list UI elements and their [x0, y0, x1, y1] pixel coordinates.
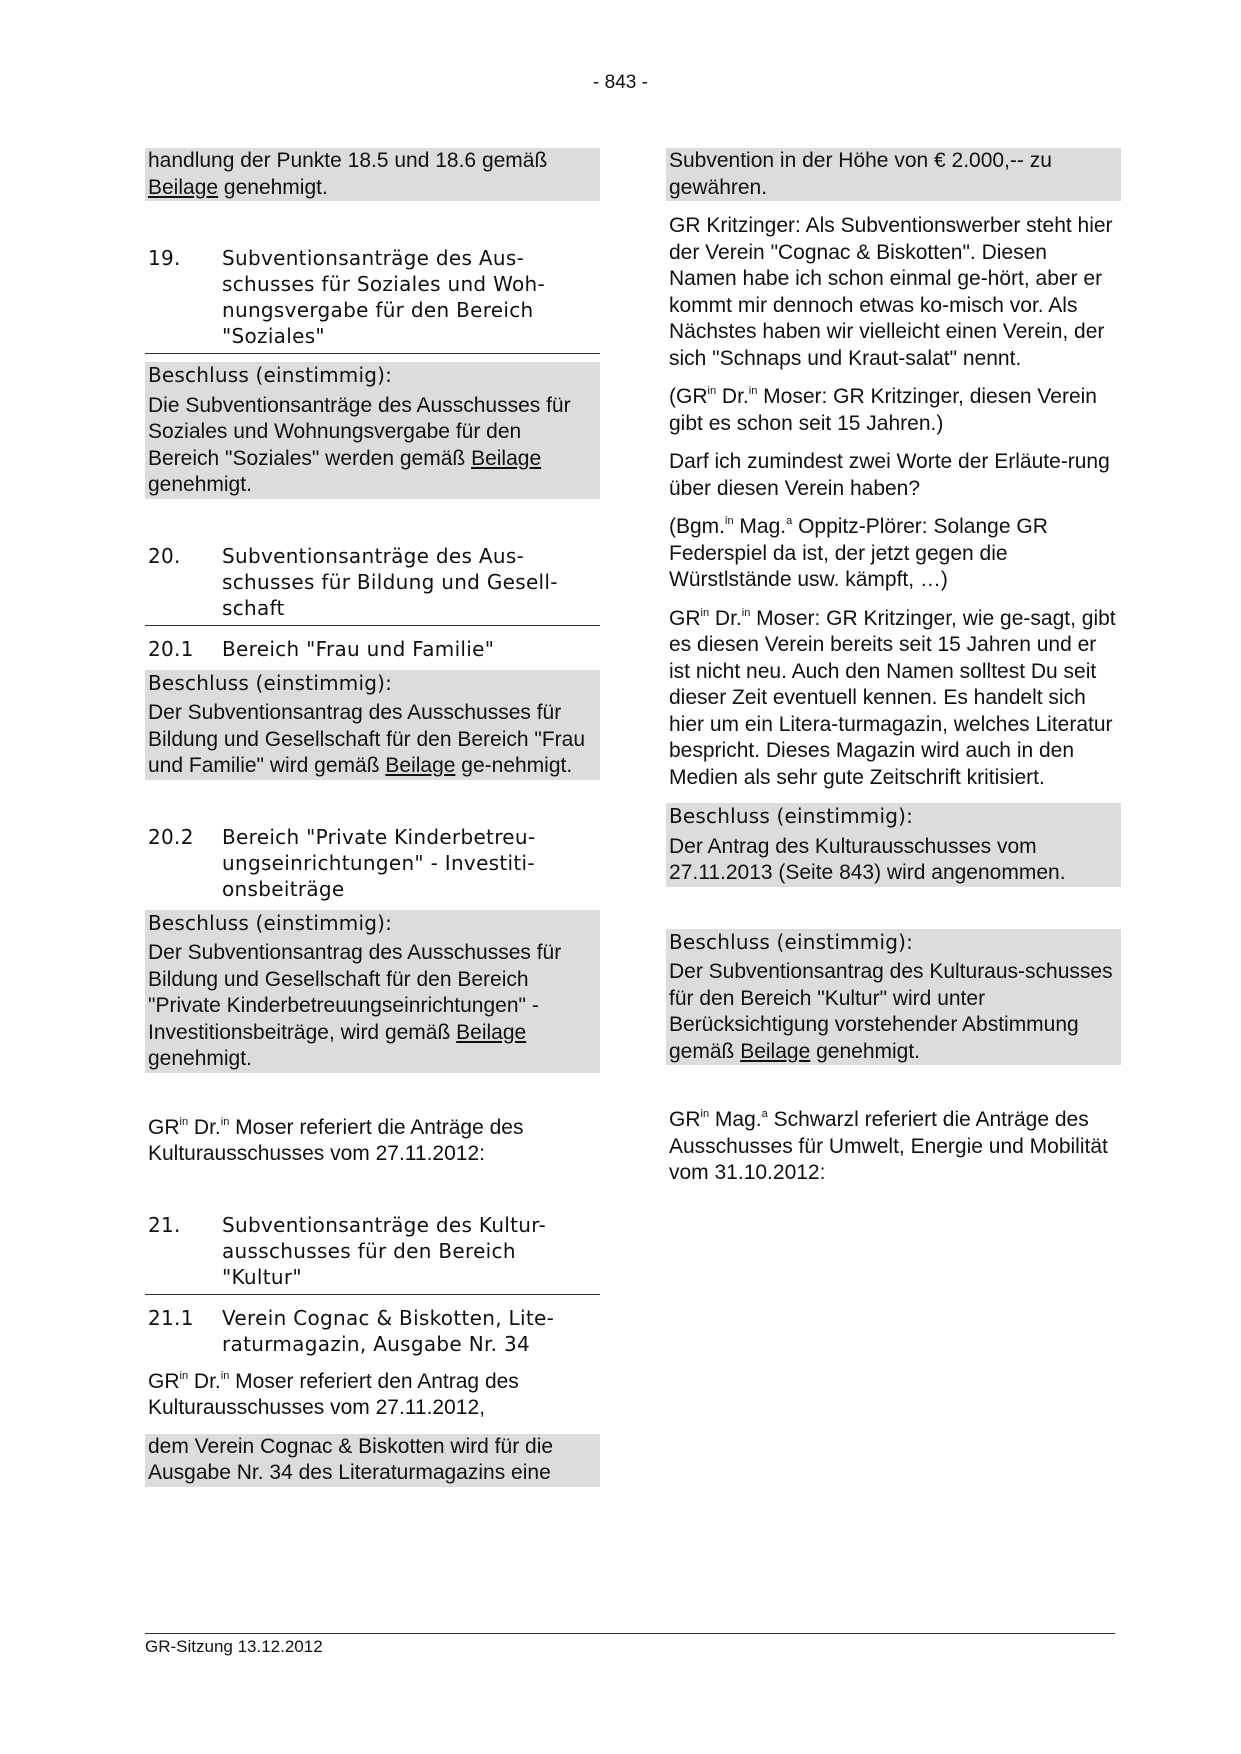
motion-text: Subvention in der Höhe von € 2.000,-- zu gewähren. [666, 148, 1121, 201]
speaker-paragraph [666, 213, 1121, 372]
resolution-text [145, 940, 600, 1073]
speaker-paragraph [145, 1115, 600, 1168]
text: GR [669, 1108, 701, 1131]
text: Dr. [714, 606, 742, 630]
motion-text: dem Verein Cognac & Biskotten wird für die Ausgabe Nr. 34 des Literaturmagazins eine [145, 1434, 600, 1487]
agenda-item-21-1 [145, 1303, 600, 1361]
item-number: 20.1 [148, 636, 194, 661]
superscript: in [179, 1369, 189, 1382]
resolution-label: Beschluss (einstimmig): [666, 803, 1121, 834]
text: Moser: GR Kritzinger, wie ge-sagt, gibt es diesen Verein bereits seit 15 Jahren und er ist nicht neu. Auch den Namen solltest Du seit dieser Zeit eventuell kennen. Es handelt sich hier um ein Litera-turmagazin, welches Literatur bespricht. Dieses Magazin wird auch in den Medien als sehr gute Zeitschrift kritisiert. [669, 606, 1116, 789]
resolution-label: Beschluss (einstimmig): [145, 670, 600, 701]
right-column [666, 148, 1121, 1199]
text: Der Subventionsantrag des Ausschusses für Bildung und Gesellschaft für den Bereich "Private Kinderbetreuungseinrichtungen" - Investitionsbeiträge, wird gemäß [148, 941, 562, 1044]
text: Moser referiert die Anträge des Kulturausschusses vom 27.11.2012: [148, 1115, 524, 1165]
text: (GR [669, 385, 708, 408]
resolution-text: Der Antrag des Kulturausschusses vom 27.11.2013 (Seite 843) wird angenommen. [666, 834, 1121, 887]
superscript: in [725, 515, 734, 527]
footer: GR-Sitzung 13.12.2012 [145, 1637, 323, 1656]
resolution-text [666, 959, 1121, 1065]
resolution-text [145, 700, 600, 780]
speaker-paragraph [145, 1369, 600, 1422]
resolution-label: Beschluss (einstimmig): [145, 362, 600, 393]
item-number: 20. [148, 543, 181, 568]
beilage-link: Beilage [148, 175, 219, 199]
text: GR Kritzinger: [669, 214, 801, 237]
text: genehmigt. [148, 1047, 252, 1070]
superscript: in [179, 1115, 189, 1128]
text: Moser referiert den Antrag des Kulturausschusses vom 27.11.2012, [148, 1369, 519, 1419]
item-title: Bereich "Frau und Familie" [222, 636, 495, 661]
superscript: in [707, 385, 717, 397]
left-column [145, 148, 600, 1499]
agenda-item-21 [145, 1210, 600, 1295]
item-title: Subventionsanträge des Aus-schusses für Soziales und Woh-nungsvergabe für den Bereich "Soziales" [222, 246, 546, 348]
item-number: 19. [148, 246, 181, 270]
speaker-paragraph: Darf ich zumindest zwei Worte der Erläute-rung über diesen Verein haben? [669, 450, 1110, 500]
item-number: 20.2 [148, 824, 194, 849]
text: genehmigt. [148, 473, 252, 496]
beilage-link: Beilage [471, 446, 542, 470]
agenda-item-20 [145, 541, 600, 626]
resolution-label: Beschluss (einstimmig): [145, 910, 600, 941]
superscript: a [786, 515, 793, 527]
footer-divider [145, 1633, 1115, 1634]
item-title: Verein Cognac & Biskotten, Lite-raturmagazin, Ausgabe Nr. 34 [222, 1305, 555, 1356]
interjection [666, 514, 1121, 594]
text: Dr. [193, 1369, 221, 1393]
item-title: Subventionsanträge des Kultur-ausschusses für den Bereich "Kultur" [222, 1212, 547, 1289]
agenda-item-19 [145, 243, 600, 354]
item-number: 21.1 [148, 1305, 194, 1330]
beilage-link: Beilage [740, 1039, 811, 1063]
text: GR [148, 1369, 180, 1393]
item-number: 21. [148, 1212, 181, 1237]
text: GR [669, 606, 701, 630]
agenda-item-20-1 [145, 634, 600, 666]
resolution-text [145, 393, 600, 499]
text: Der Subventionsantrag des Kulturaus-schusses für den Bereich "Kultur" wird unter Berücksichtigung vorstehender Abstimmung gemäß [669, 960, 1113, 1063]
text: Mag. [739, 515, 787, 538]
speaker-paragraph [666, 606, 1121, 792]
superscript: in [748, 385, 758, 397]
resolution-label: Beschluss (einstimmig): [666, 929, 1121, 960]
text: Schwarzl referiert die Anträge des Ausschusses für Umwelt, Energie und Mobilität vom 31.10.2012: [669, 1108, 1108, 1184]
text: handlung der Punkte 18.5 und 18.6 gemäß [148, 149, 548, 172]
text: Dr. [193, 1115, 221, 1139]
superscript: a [761, 1108, 768, 1120]
text: genehmigt. [223, 175, 328, 199]
text: Mag. [714, 1108, 762, 1131]
superscript: in [700, 606, 710, 619]
interjection [666, 384, 1121, 437]
text: Der Subventionsantrag des Ausschusses für Bildung und Gesellschaft für den Bereich "Frau und Familie" wird gemäß [148, 701, 586, 777]
text: genehmigt. [816, 1039, 921, 1063]
page-number: - 843 - [593, 72, 648, 93]
text: GR [148, 1115, 180, 1139]
text: ge-nehmigt. [461, 754, 573, 777]
superscript: in [220, 1369, 230, 1382]
beilage-link: Beilage [456, 1020, 527, 1044]
text: (Bgm. [669, 515, 726, 538]
text: Oppitz-Plörer: Solange GR Federspiel da ist, der jetzt gegen die Würstlstände usw. kämpft, …) [669, 515, 1048, 591]
superscript: in [741, 606, 751, 619]
superscript: in [220, 1115, 230, 1128]
text: Moser: GR Kritzinger, diesen Verein gibt es schon seit 15 Jahren.) [669, 385, 1097, 435]
speaker-paragraph [666, 1107, 1121, 1187]
item-title: Bereich "Private Kinderbetreu-ungseinrichtungen" - Investiti-onsbeiträge [222, 824, 536, 901]
item-title: Subventionsanträge des Aus-schusses für Bildung und Gesell-schaft [222, 543, 558, 620]
beilage-link: Beilage [385, 754, 456, 777]
agenda-item-20-2 [145, 822, 600, 906]
text: Dr. [721, 385, 749, 408]
text: Als Subventionswerber steht hier der Verein "Cognac & Biskotten". Diesen Namen habe ich schon einmal ge-hört, aber er kommt mir dennoch etwas ko-misch vor. Als Nächstes haben wir vielleicht einen Verein, der sich "Schnaps und Kraut-salat" nennt. [669, 214, 1113, 370]
superscript: in [700, 1108, 710, 1120]
text: Die Subventionsanträge des Ausschusses für Soziales und Wohnungsvergabe für den Bereich "Soziales" werden gemäß [148, 393, 571, 470]
intro-resolution [145, 148, 600, 201]
